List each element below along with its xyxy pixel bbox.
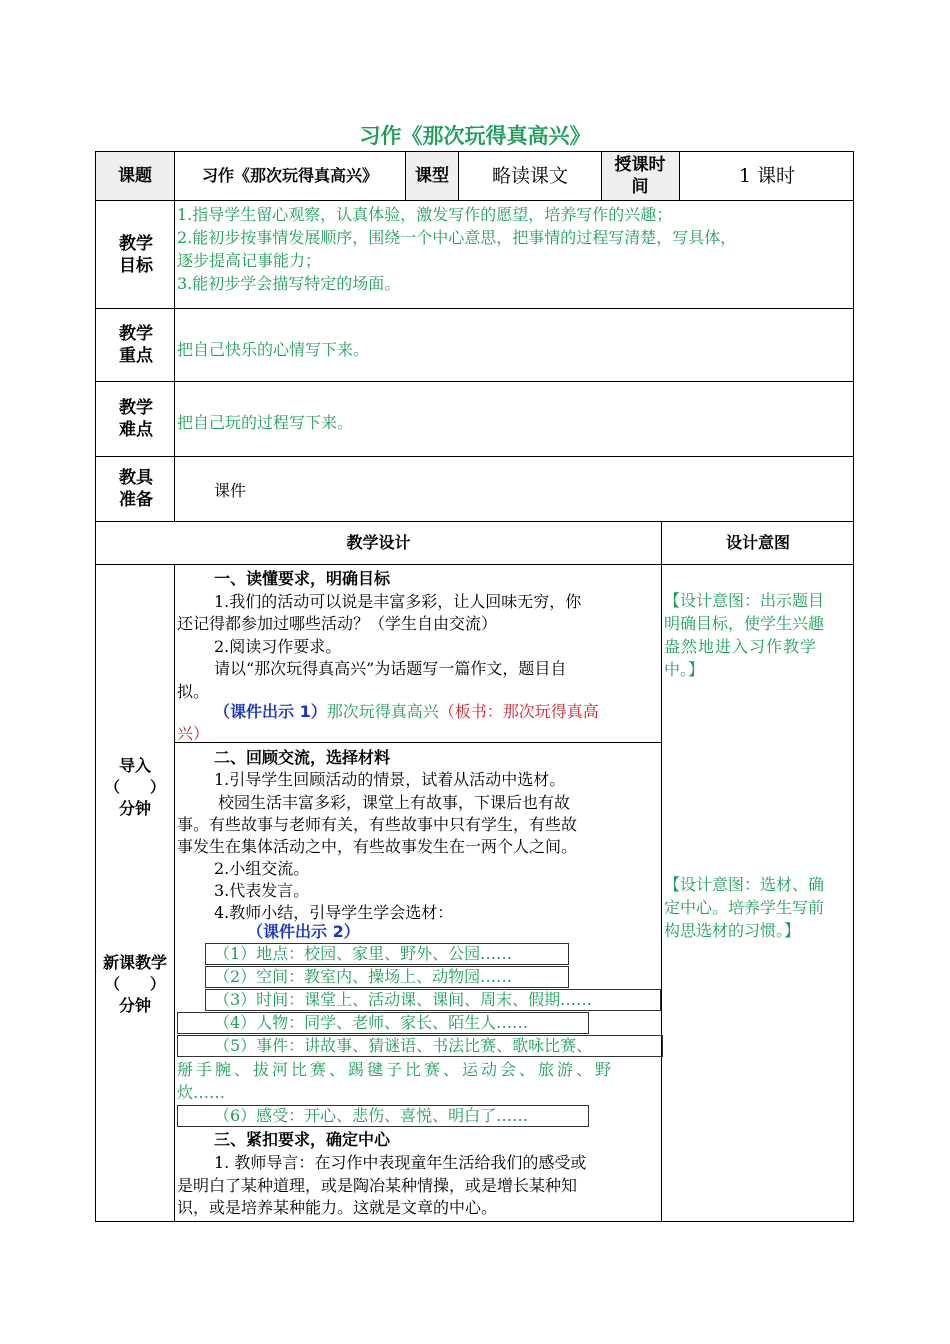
stage-intro: 导入 xyxy=(118,756,151,775)
s2-p2-cont1: 事。有些故事与老师有关，有些故事中只有学生，有些故 xyxy=(177,815,578,834)
s1-cue-red: （板书：那次玩得真高 xyxy=(438,702,599,721)
intent-1-cont1: 明确目标，使学生兴趣 xyxy=(664,614,825,633)
intent-1: 【设计意图：出示题目 xyxy=(664,591,825,610)
s1-cue-blue: （课件出示 1） xyxy=(214,702,327,721)
stage-new-unit: 分钟 xyxy=(118,996,151,1015)
s1-p1-cont: 还记得都参加过哪些活动？（学生自由交流） xyxy=(177,614,498,633)
s3-p1: 1. 教师导言：在习作中表现童年生活给我们的感受或 xyxy=(214,1153,587,1172)
time-label: 授课时间 xyxy=(614,155,666,197)
s2-p2: 校园生活丰富多彩，课堂上有故事，下课后也有故 xyxy=(218,793,571,812)
difficulties-label: 教学难点 xyxy=(119,398,153,440)
s1-p3: 请以“那次玩得真高兴”为话题写一篇作文，题目自 xyxy=(214,659,567,678)
topic-label: 课题 xyxy=(118,166,152,186)
item-people: （4）人物：同学、老师、家长、陌生人…… xyxy=(214,1013,529,1032)
intent-2: 【设计意图：选材、确 xyxy=(664,875,825,894)
item-space: （2）空间：教室内、操场上、动物园…… xyxy=(214,967,513,986)
type-label: 课型 xyxy=(415,166,449,186)
item-place: （1）地点：校园、家里、野外、公园…… xyxy=(214,944,513,963)
topic-value: 习作《那次玩得真高兴》 xyxy=(201,166,378,185)
section2-heading: 二、回顾交流，选择材料 xyxy=(214,748,391,767)
time-value: 1 课时 xyxy=(738,165,796,187)
goal-3: 3.能初步学会描写特定的场面。 xyxy=(177,274,401,293)
intent-header: 设计意图 xyxy=(725,533,790,552)
s2-p2-cont2: 事发生在集体活动之中，有些故事发生在一两个人之间。 xyxy=(177,837,578,856)
item-events-end: 炊…… xyxy=(177,1083,226,1102)
s2-p5: 4.教师小结，引导学生学会选材： xyxy=(214,903,454,922)
s1-cue-red-cont: 兴） xyxy=(177,724,210,743)
stage-intro-unit: 分钟 xyxy=(118,799,151,818)
goal-2: 2.能初步按事情发展顺序，围绕一个中心意思，把事情的过程写清楚，写具体， xyxy=(177,228,737,247)
goal-1: 1.指导学生留心观察，认真体验，激发写作的愿望，培养写作的兴趣； xyxy=(177,205,673,224)
item-time: （3）时间：课堂上、活动课、课间、周末、假期…… xyxy=(214,990,593,1009)
s2-p3: 2.小组交流。 xyxy=(214,859,310,878)
s2-p4: 3.代表发言。 xyxy=(214,881,310,900)
difficulties-value: 把自己玩的过程写下来。 xyxy=(177,413,354,432)
design-header: 教学设计 xyxy=(346,533,411,552)
item-feelings: （6）感受：开心、悲伤、喜悦、明白了…… xyxy=(214,1106,529,1125)
page-title: 习作《那次玩得真高兴》 xyxy=(359,124,591,148)
type-value: 略读课文 xyxy=(491,165,568,187)
stage-new-minutes: （ ） xyxy=(104,975,165,993)
stage-new: 新课教学 xyxy=(102,953,167,972)
s3-p1-cont2: 识，或是培养某种能力。这就是文章的中心。 xyxy=(177,1198,498,1217)
s2-cue: （课件出示 2） xyxy=(247,922,360,941)
intent-2-end: 构思选材的习惯。】 xyxy=(664,921,801,940)
item-events: （5）事件：讲故事、猜谜语、书法比赛、歌咏比赛、 xyxy=(214,1036,593,1055)
key-points-label: 教学重点 xyxy=(119,324,153,366)
stage-intro-minutes: （ ） xyxy=(104,778,165,796)
goal-2-cont: 逐步提高记事能力； xyxy=(177,251,322,270)
intent-1-end: 中。】 xyxy=(664,660,705,679)
s1-p2: 2.阅读习作要求。 xyxy=(214,637,342,656)
s2-p1: 1.引导学生回顾活动的情景，试着从活动中选材。 xyxy=(214,770,566,789)
intent-2-cont1: 定中心。培养学生写前 xyxy=(664,898,825,917)
s1-p1: 1.我们的活动可以说是丰富多彩，让人回味无穷，你 xyxy=(214,592,582,611)
key-points-value: 把自己快乐的心情写下来。 xyxy=(177,340,370,359)
materials-label: 教具准备 xyxy=(119,468,153,510)
section3-heading: 三、紧扣要求，确定中心 xyxy=(214,1130,391,1149)
s3-p1-cont1: 是明白了某种道理，或是陶冶某种情操，或是增长某种知 xyxy=(177,1176,578,1195)
s1-cue-green: 那次玩得真高兴 xyxy=(326,702,439,721)
goals-label: 教学目标 xyxy=(119,233,153,276)
section1-heading: 一、读懂要求，明确目标 xyxy=(214,569,391,588)
item-events-cont: 掰手腕、拔河比赛、踢毽子比赛、运动会、旅游、野 xyxy=(177,1060,615,1079)
s1-p3-cont: 拟。 xyxy=(177,682,210,701)
s1-cue xyxy=(214,700,599,723)
intent-1-cont2: 盎然地进入习作教学 xyxy=(664,637,818,656)
materials-value: 课件 xyxy=(214,481,247,500)
